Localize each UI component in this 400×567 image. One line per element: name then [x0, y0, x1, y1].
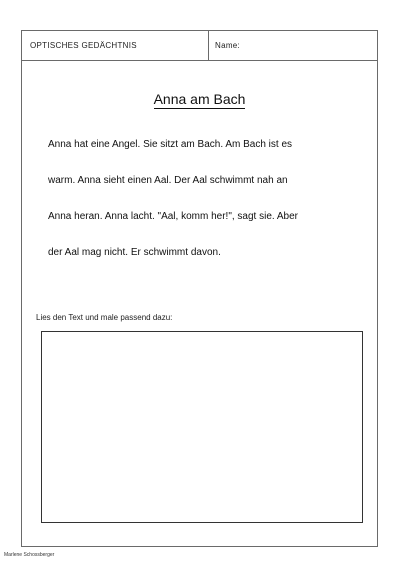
story-line-4: der Aal mag nicht. Er schwimmt davon.: [48, 247, 221, 258]
drawing-instruction: Lies den Text und male passend dazu:: [36, 313, 173, 322]
subject-cell: [22, 31, 209, 60]
worksheet: [21, 30, 378, 547]
name-label: Name:: [215, 41, 241, 50]
story-title-text: Anna am Bach: [153, 91, 246, 107]
story-title: [22, 90, 377, 108]
name-cell[interactable]: [209, 31, 379, 60]
story-line-1: Anna hat eine Angel. Sie sitzt am Bach. Am Bach ist es: [48, 139, 293, 150]
drawing-area[interactable]: [41, 331, 363, 523]
worksheet-header: [22, 31, 377, 61]
story-line-2: warm. Anna sieht einen Aal. Der Aal schwimmt nah an: [48, 175, 288, 186]
subject-label: OPTISCHES GEDÄCHTNIS: [30, 41, 137, 50]
story-line-3: Anna heran. Anna lacht. "Aal, komm her!", sagt sie. Aber: [48, 211, 299, 222]
author-credit: Marlene Schossberger: [4, 552, 55, 558]
